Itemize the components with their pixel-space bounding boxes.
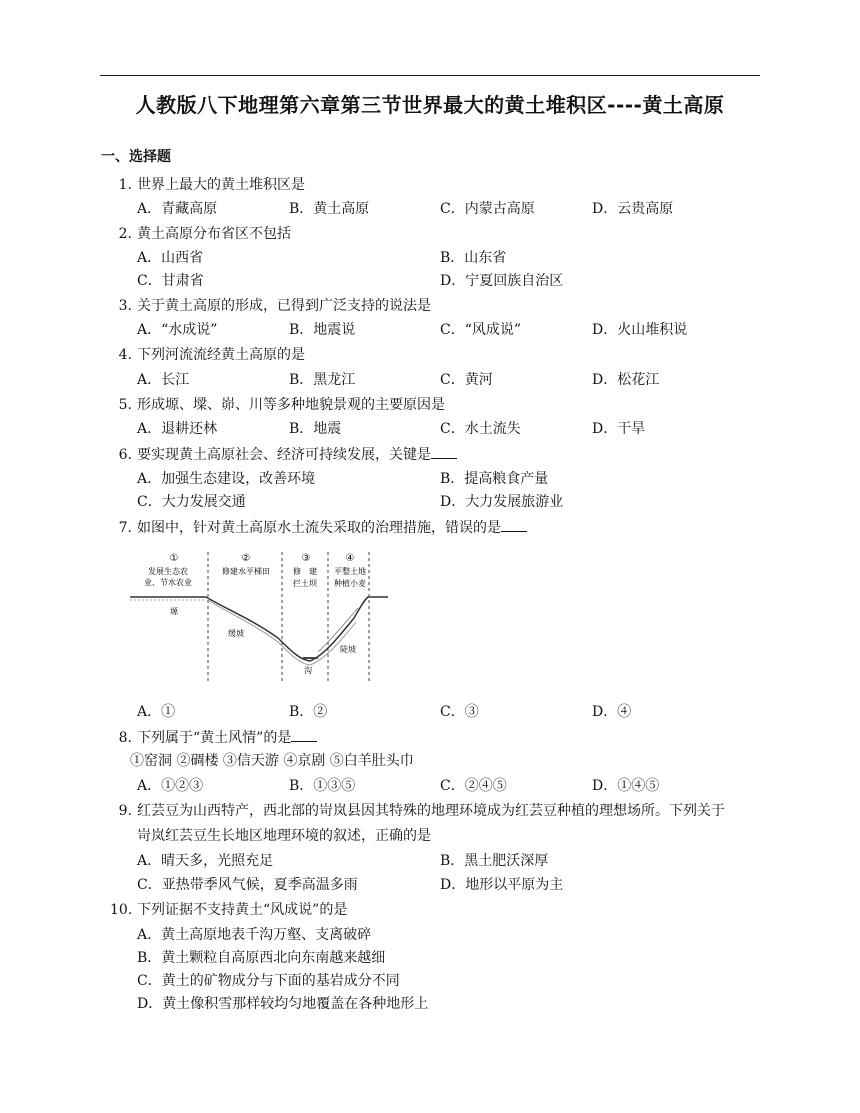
option[interactable]: A．山西省 [137, 250, 204, 266]
option[interactable]: D．宁夏回族自治区 [440, 273, 564, 289]
question-text: 要实现黄土高原社会、经济可持续发展，关键是 [137, 447, 431, 463]
col-4-label: 平整土地 [334, 567, 366, 576]
option[interactable]: C．③ [440, 704, 479, 720]
question-number: 5. [118, 397, 132, 413]
option[interactable]: B．地震说 [289, 322, 356, 338]
option[interactable]: D．地形以平原为主 [440, 877, 564, 893]
option[interactable]: C．亚热带季风气候，夏季高温多雨 [137, 877, 358, 893]
option[interactable]: C．黄河 [440, 372, 493, 388]
question-number: 6. [118, 447, 132, 463]
option[interactable]: B．② [289, 704, 328, 720]
label-gully: 沟 [304, 666, 312, 675]
col-1-number: ① [169, 553, 179, 564]
option[interactable]: D．①④⑤ [592, 778, 660, 794]
option[interactable]: C．大力发展交通 [137, 494, 246, 510]
answer-blank [501, 517, 527, 532]
col-3-label: 修 建 [293, 567, 317, 576]
col-4-number: ④ [345, 553, 355, 564]
question-text: 形成塬、墚、峁、川等多种地貌景观的主要原因是 [137, 397, 445, 413]
question-text: 关于黄土高原的形成，已得到广泛支持的说法是 [137, 298, 431, 314]
option[interactable]: B．提高粮食产量 [440, 471, 549, 487]
col-3-number: ③ [301, 553, 311, 564]
question-text: 世界上最大的黄土堆积区是 [137, 177, 305, 193]
col-4-label: 种植小麦 [334, 579, 366, 588]
option[interactable]: C．黄土的矿物成分与下面的基岩成分不同 [137, 973, 400, 989]
question-8-items: ①窑洞 ②碉楼 ③信天游 ④京剧 ⑤白羊肚头巾 [130, 753, 414, 769]
question-text: 黄土高原分布省区不包括 [137, 226, 291, 242]
option[interactable]: C．“风成说” [440, 322, 522, 338]
question-4 [110, 345, 305, 365]
option[interactable]: D．干旱 [592, 421, 646, 437]
option[interactable]: D．黄土像积雪那样较均匀地覆盖在各种地形上 [137, 996, 429, 1012]
question-number: 3. [118, 298, 132, 314]
option[interactable]: A．长江 [137, 372, 190, 388]
question-text: 下列属于“黄土风情”的是 [137, 730, 292, 746]
option[interactable]: B．山东省 [440, 250, 507, 266]
question-text: 如图中，针对黄土高原水土流失采取的治理措施，错误的是 [137, 520, 501, 536]
question-5 [110, 395, 445, 415]
label-gentle-slope: 缓坡 [228, 629, 244, 638]
option[interactable]: B．黑土肥沃深厚 [440, 853, 549, 869]
option[interactable]: A．青藏高原 [137, 201, 218, 217]
option[interactable]: D．松花江 [592, 372, 660, 388]
option[interactable]: B．黄土颗粒自高原西北向东南越来越细 [137, 950, 386, 966]
option[interactable]: A．晴天多，光照充足 [137, 853, 274, 869]
option[interactable]: C．内蒙古高原 [440, 201, 535, 217]
option[interactable]: D．④ [592, 704, 632, 720]
question-8 [110, 727, 317, 748]
option[interactable]: A．退耕还林 [137, 421, 218, 437]
col-1-label: 发展生态农 [148, 567, 188, 576]
question-9 [110, 801, 725, 821]
question-text: 红芸豆为山西特产，西北部的岢岚县因其特殊的地理环境成为红芸豆种植的理想场所。下列关于 [137, 803, 725, 819]
soil-conservation-diagram [128, 548, 390, 688]
option[interactable]: B．黄土高原 [289, 201, 370, 217]
question-number: 7. [118, 520, 132, 536]
question-number: 1. [118, 177, 132, 193]
col-2-number: ② [241, 553, 251, 564]
option[interactable]: A．黄土高原地表千沟万壑、支离破碎 [137, 927, 372, 943]
question-10 [110, 900, 347, 920]
label-yuan: 塬 [170, 607, 178, 616]
question-1 [110, 175, 305, 195]
question-9-continued: 岢岚红芸豆生长地区地理环境的叙述，正确的是 [137, 828, 431, 844]
question-number: 9. [118, 803, 132, 819]
question-number: 8. [118, 730, 132, 746]
question-text: 下列河流流经黄土高原的是 [137, 347, 305, 363]
question-7 [110, 517, 527, 538]
answer-blank [431, 444, 457, 459]
option[interactable]: A．① [137, 704, 176, 720]
option[interactable]: A．①②③ [137, 778, 204, 794]
question-3 [110, 296, 431, 316]
top-rule [100, 75, 760, 76]
question-2 [110, 224, 291, 244]
label-steep-slope: 陡坡 [340, 645, 356, 654]
question-number: 10. [110, 902, 133, 918]
option[interactable]: D．云贵高原 [592, 201, 674, 217]
section-heading: 一、选择题 [101, 149, 171, 165]
option[interactable]: A．加强生态建设，改善环境 [137, 471, 316, 487]
option[interactable]: B．地震 [289, 421, 342, 437]
page-title: 人教版八下地理第六章第三节世界最大的黄土堆积区----黄土高原 [135, 93, 725, 117]
option[interactable]: C．甘肃省 [137, 273, 204, 289]
col-3-label: 拦土坝 [293, 579, 317, 588]
option[interactable]: A．“水成说” [137, 322, 218, 338]
option[interactable]: B．黑龙江 [289, 372, 356, 388]
option[interactable]: C．②④⑤ [440, 778, 507, 794]
col-1-label: 业、节水农业 [144, 578, 192, 587]
option[interactable]: D．大力发展旅游业 [440, 494, 564, 510]
question-number: 4. [118, 347, 132, 363]
option[interactable]: B．①③⑤ [289, 778, 356, 794]
option[interactable]: D．火山堆积说 [592, 322, 688, 338]
question-number: 2. [118, 226, 132, 242]
option[interactable]: C．水土流失 [440, 421, 521, 437]
question-text: 下列证据不支持黄土“风成说”的是 [137, 902, 348, 918]
question-6 [110, 444, 457, 465]
col-2-label: 修建水平梯田 [222, 567, 270, 576]
answer-blank [291, 727, 317, 742]
